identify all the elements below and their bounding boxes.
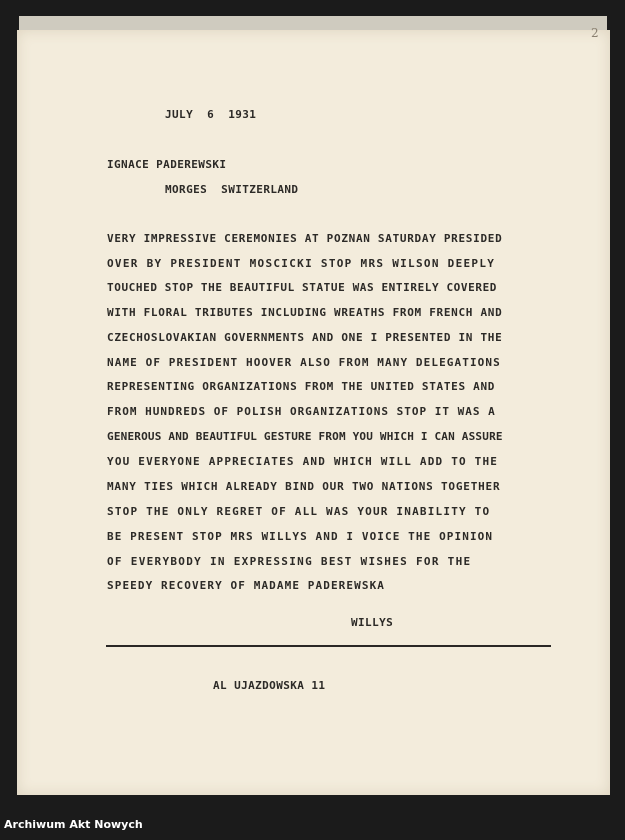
body-line: BE PRESENT STOP MRS WILLYS AND I VOICE THE OPINION (107, 530, 494, 543)
body-line: FROM HUNDREDS OF POLISH ORGANIZATIONS STOP IT WAS A (107, 405, 496, 418)
body-line: YOU EVERYONE APPRECIATES AND WHICH WILL ADD TO THE (107, 455, 499, 468)
sender-address: AL UJAZDOWSKA 11 (213, 679, 326, 692)
body-line: MANY TIES WHICH ALREADY BIND OUR TWO NATIONS TOGETHER (107, 480, 501, 493)
body-line: OVER BY PRESIDENT MOSCICKI STOP MRS WILSON DEEPLY (107, 257, 496, 270)
recipient-place: MORGES SWITZERLAND (165, 183, 299, 196)
typed-letter-page (17, 26, 610, 795)
body-line: REPRESENTING ORGANIZATIONS FROM THE UNITED STATES AND (107, 380, 496, 393)
letter-date: JULY 6 1931 (165, 108, 257, 121)
body-line: GENEROUS AND BEAUTIFUL GESTURE FROM YOU WHICH I CAN ASSURE (107, 430, 503, 443)
body-line: NAME OF PRESIDENT HOOVER ALSO FROM MANY DELEGATIONS (107, 356, 501, 369)
archive-name: Archiwum Akt Nowych (4, 818, 143, 831)
body-line: VERY IMPRESSIVE CEREMONIES AT POZNAN SATURDAY PRESIDED (107, 232, 503, 245)
body-line: SPEEDY RECOVERY OF MADAME PADEREWSKA (107, 579, 386, 592)
body-line: CZECHOSLOVAKIAN GOVERNMENTS AND ONE I PRESENTED IN THE (107, 331, 503, 344)
signature: WILLYS (351, 616, 394, 629)
recipient-name: IGNACE PADEREWSKI (107, 158, 227, 171)
body-line: WITH FLORAL TRIBUTES INCLUDING WREATHS FROM FRENCH AND (107, 306, 503, 319)
body-line: TOUCHED STOP THE BEAUTIFUL STATUE WAS ENTIRELY COVERED (107, 281, 498, 294)
horizontal-rule (106, 645, 551, 647)
page-number-mark: 2 (591, 26, 599, 40)
body-line: OF EVERYBODY IN EXPRESSING BEST WISHES FOR THE (107, 555, 472, 568)
body-line: STOP THE ONLY REGRET OF ALL WAS YOUR INABILITY TO (107, 505, 491, 518)
